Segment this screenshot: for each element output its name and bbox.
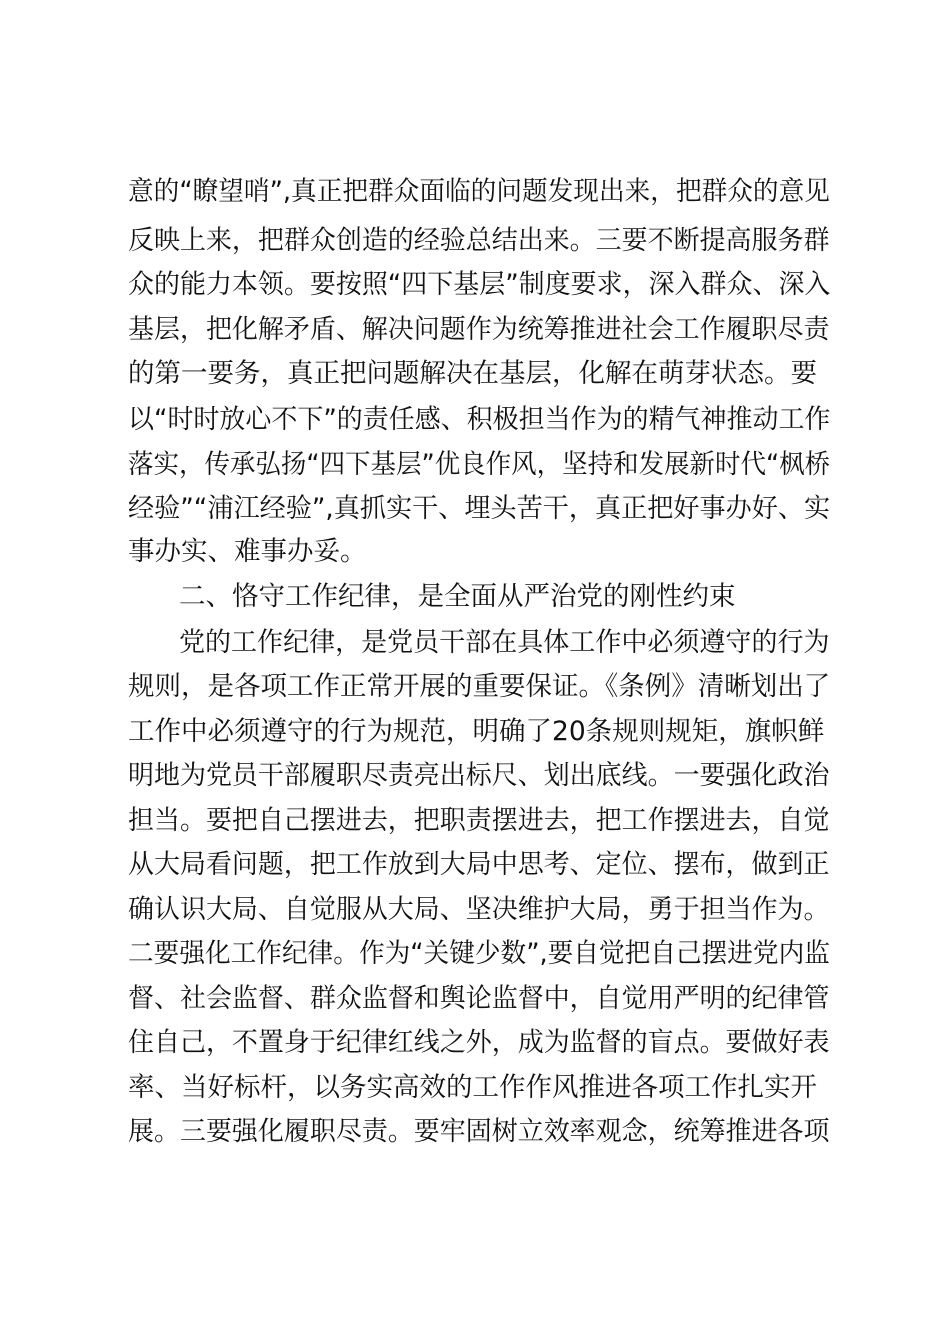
text-line: 事办实、难事办妥。 — [128, 536, 367, 567]
text-line: 规则，是各项工作正常开展的重要保证。《条例》清晰划出了 — [128, 671, 831, 702]
text-line: 以“时时放心不下”的责任感、积极担当作为的精气神推动工作 — [128, 404, 831, 435]
text-line: 的第一要务，真正把问题解决在基层，化解在萌芽状态。要 — [128, 358, 817, 389]
text-line: 党的工作纪律，是党员干部在具体工作中必须遵守的行为 — [179, 627, 830, 658]
text-line: 工作中必须遵守的行为规范，明确了20条规则规矩，旗帜鲜 — [128, 716, 825, 747]
text-line: 从大局看问题，把工作放到大局中思考、定位、摆布，做到正 — [128, 849, 830, 880]
text-line: 确认识大局、自觉服从大局、坚决维护大局，勇于担当作为。 — [128, 894, 830, 925]
text-line: 二要强化工作纪律。作为“关键少数”,要自觉把自己摆进党内监 — [128, 938, 830, 969]
section-heading: 二、恪守工作纪律，是全面从严治党的刚性约束 — [179, 581, 736, 612]
text-line: 明地为党员干部履职尽责亮出标尺、划出底线。一要强化政治 — [128, 760, 830, 791]
text-line: 督、社会监督、群众监督和舆论监督中，自觉用严明的纪律管 — [128, 983, 830, 1014]
text-line: 基层，把化解矛盾、解决问题作为统筹推进社会工作履职尽责 — [128, 314, 830, 345]
text-line: 担当。要把自己摆进去，把职责摆进去，把工作摆进去，自觉 — [128, 805, 830, 836]
text-line: 意的“瞭望哨”,真正把群众面临的问题发现出来，把群众的意见 — [128, 176, 830, 207]
text-line: 落实，传承弘扬“四下基层”优良作风，坚持和发展新时代“枫桥 — [128, 449, 831, 480]
text-line: 展。三要强化履职尽责。要牢固树立效率观念，统筹推进各项 — [128, 1116, 830, 1147]
text-line: 反映上来，把群众创造的经验总结出来。三要不断提高服务群 — [128, 225, 830, 256]
text-line: 率、当好标杆，以务实高效的工作作风推进各项工作扎实开 — [128, 1072, 817, 1103]
text-line: 众的能力本领。要按照“四下基层”制度要求，深入群众、深入 — [128, 269, 831, 300]
text-line: 住自己，不置身于纪律红线之外，成为监督的盲点。要做好表 — [128, 1027, 830, 1058]
text-line: 经验”“浦江经验”,真抓实干、埋头苦干，真正把好事办好、实 — [128, 493, 831, 524]
